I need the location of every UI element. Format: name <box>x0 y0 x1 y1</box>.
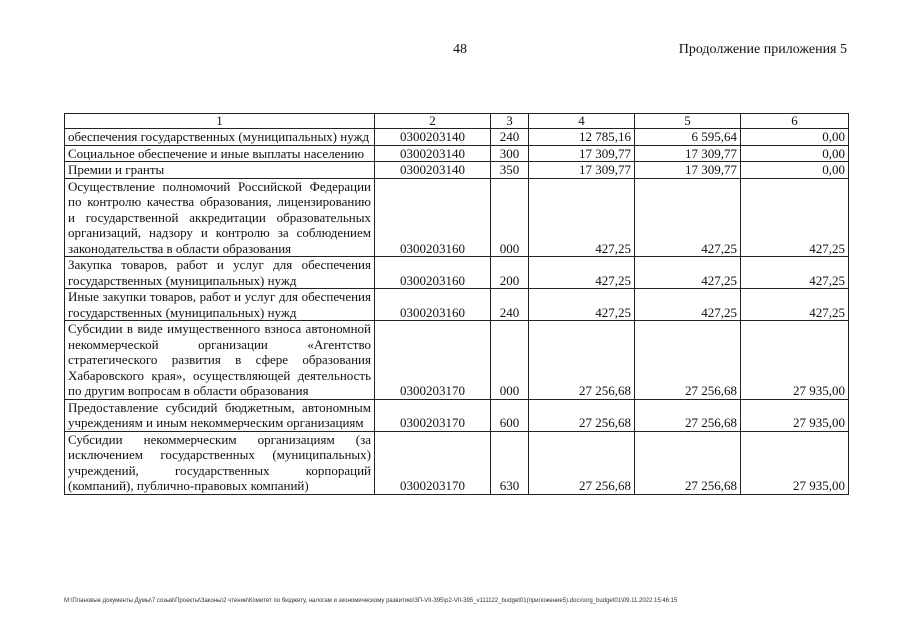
amount-col4: 427,25 <box>529 289 635 321</box>
table-row <box>65 129 849 146</box>
table-row <box>65 399 849 431</box>
amount-col4: 27 256,68 <box>529 399 635 431</box>
appendix-continuation-label: Продолжение приложения 5 <box>678 42 847 57</box>
target-code: 0300203170 <box>375 431 491 494</box>
amount-col4: 27 256,68 <box>529 321 635 400</box>
target-code: 0300203140 <box>375 162 491 179</box>
amount-col5: 27 256,68 <box>635 431 741 494</box>
amount-col6: 0,00 <box>741 129 849 146</box>
row-name: Субсидии в виде имущественного взноса автономной некоммерческой организации «Агентство стратегического развития в сфере образования Хабаровского края», осуществляющей деятельность по другим вопросам в области образования <box>65 321 375 400</box>
column-number-row <box>65 114 849 129</box>
expense-type: 000 <box>491 178 529 257</box>
column-header: 6 <box>741 114 849 129</box>
target-code: 0300203170 <box>375 399 491 431</box>
amount-col6: 427,25 <box>741 178 849 257</box>
target-code: 0300203160 <box>375 178 491 257</box>
amount-col4: 17 309,77 <box>529 145 635 162</box>
expense-type: 300 <box>491 145 529 162</box>
amount-col5: 427,25 <box>635 178 741 257</box>
document-file-path: M:\Плановые документы Думы\7 созыв\Проекты\Законы\2 чтение\Комитет по бюджету, налогам и экономическому развитию\ЗП-VII-395\р2-VII-395_v111122_budget01(приложение5).docx\org_budget01\09.11.2022 15:46:15 <box>64 598 678 604</box>
row-name: Предоставление субсидий бюджетным, автономным учреждениям и иным некоммерческим организациям <box>65 399 375 431</box>
target-code: 0300203140 <box>375 145 491 162</box>
amount-col5: 27 256,68 <box>635 321 741 400</box>
table-row <box>65 145 849 162</box>
page-number: 48 <box>453 42 467 57</box>
target-code: 0300203160 <box>375 257 491 289</box>
amount-col5: 27 256,68 <box>635 399 741 431</box>
table-row <box>65 162 849 179</box>
table-row <box>65 321 849 400</box>
amount-col6: 27 935,00 <box>741 321 849 400</box>
row-name: Осуществление полномочий Российской Федерации по контролю качества образования, лицензированию и государственной аккредитации образовательных организаций, надзору и контролю за соблюдением законодательства в области образования <box>65 178 375 257</box>
amount-col5: 6 595,64 <box>635 129 741 146</box>
budget-table <box>64 113 849 495</box>
amount-col6: 0,00 <box>741 145 849 162</box>
table-row <box>65 178 849 257</box>
amount-col6: 0,00 <box>741 162 849 179</box>
expense-type: 000 <box>491 321 529 400</box>
column-header: 2 <box>375 114 491 129</box>
target-code: 0300203170 <box>375 321 491 400</box>
amount-col4: 12 785,16 <box>529 129 635 146</box>
expense-type: 240 <box>491 129 529 146</box>
amount-col6: 427,25 <box>741 257 849 289</box>
row-name: Премии и гранты <box>65 162 375 179</box>
row-name: Социальное обеспечение и иные выплаты населению <box>65 145 375 162</box>
column-header: 3 <box>491 114 529 129</box>
amount-col5: 427,25 <box>635 257 741 289</box>
amount-col6: 427,25 <box>741 289 849 321</box>
amount-col4: 27 256,68 <box>529 431 635 494</box>
amount-col4: 427,25 <box>529 178 635 257</box>
table-row <box>65 257 849 289</box>
amount-col4: 427,25 <box>529 257 635 289</box>
expense-type: 600 <box>491 399 529 431</box>
amount-col5: 17 309,77 <box>635 145 741 162</box>
table-row <box>65 289 849 321</box>
expense-type: 630 <box>491 431 529 494</box>
column-header: 4 <box>529 114 635 129</box>
row-name: Иные закупки товаров, работ и услуг для обеспечения государственных (муниципальных) нужд <box>65 289 375 321</box>
amount-col5: 427,25 <box>635 289 741 321</box>
row-name: обеспечения государственных (муниципальных) нужд <box>65 129 375 146</box>
amount-col4: 17 309,77 <box>529 162 635 179</box>
amount-col5: 17 309,77 <box>635 162 741 179</box>
target-code: 0300203160 <box>375 289 491 321</box>
row-name: Закупка товаров, работ и услуг для обеспечения государственных (муниципальных) нужд <box>65 257 375 289</box>
expense-type: 350 <box>491 162 529 179</box>
amount-col6: 27 935,00 <box>741 399 849 431</box>
column-header: 1 <box>65 114 375 129</box>
table-row <box>65 431 849 494</box>
row-name: Субсидии некоммерческим организациям (за исключением государственных (муниципальных) учреждений, государственных корпораций (компаний), публично-правовых компаний) <box>65 431 375 494</box>
column-header: 5 <box>635 114 741 129</box>
amount-col6: 27 935,00 <box>741 431 849 494</box>
target-code: 0300203140 <box>375 129 491 146</box>
expense-type: 240 <box>491 289 529 321</box>
expense-type: 200 <box>491 257 529 289</box>
